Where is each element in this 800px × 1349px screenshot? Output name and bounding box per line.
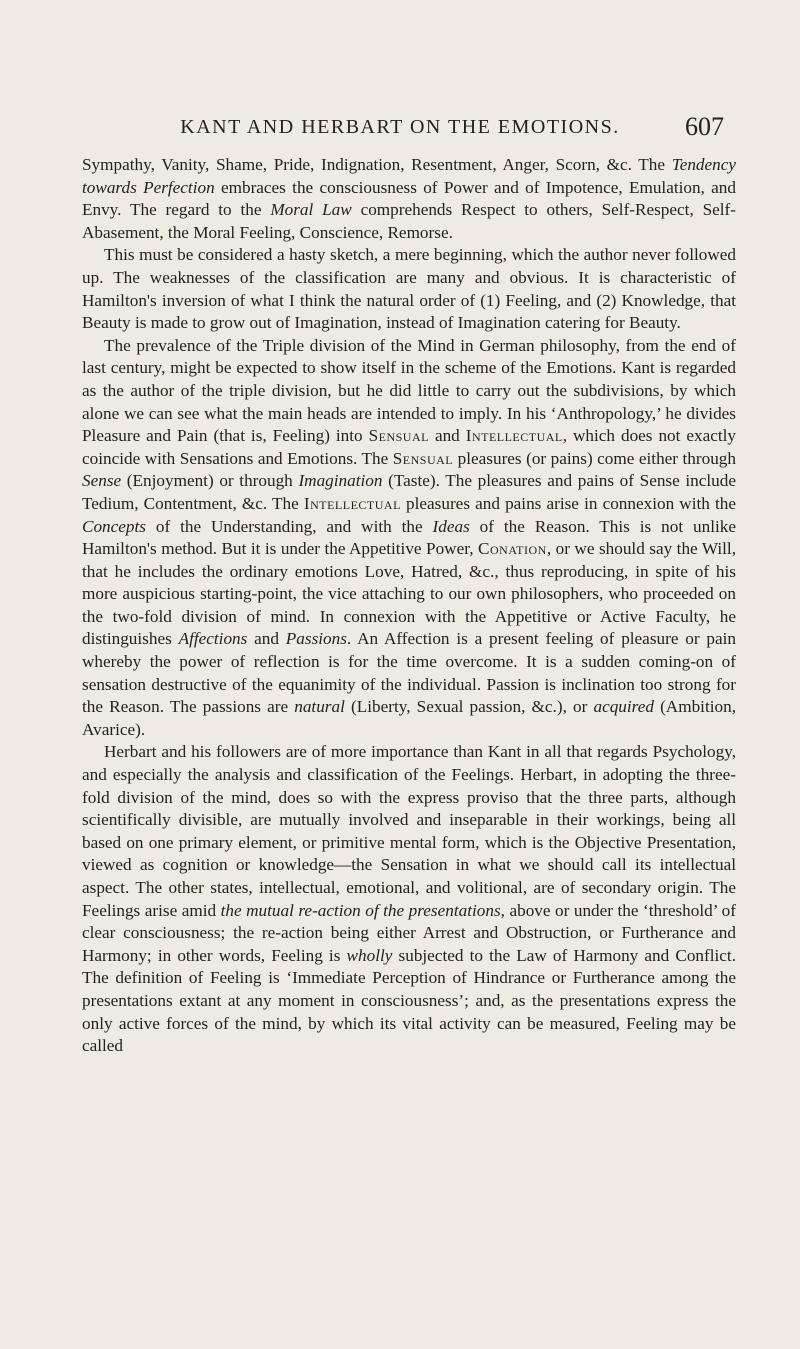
text-run: (Taste). The pleasures and pains of Sense include Tedium, Contentment, &c. The — [82, 471, 737, 513]
italic-text: wholly — [346, 945, 393, 965]
italic-text: Ideas — [432, 516, 470, 536]
text-run: comprehends Respect to others, Self-Respect, Self-Abasement, the Moral Feeling, Conscience, Remorse. — [82, 200, 736, 242]
text-run: and — [428, 426, 466, 446]
paragraph — [82, 154, 736, 244]
italic-text: Moral Law — [270, 200, 352, 220]
italic-text: the mutual re-action of the presentations — [220, 900, 501, 920]
text-run: pleasures (or pains) come either through — [453, 448, 736, 468]
body-text — [82, 154, 736, 1058]
small-caps-text: Intellectual — [303, 493, 401, 513]
italic-text: Tendency towards Perfection — [82, 155, 736, 197]
page-number: 607 — [685, 112, 724, 141]
text-run: and — [247, 629, 286, 649]
italic-text: Sense — [82, 471, 122, 491]
small-caps-text: Sensual — [392, 448, 454, 468]
running-head — [0, 112, 800, 142]
small-caps-text: Sensual — [368, 426, 429, 446]
text-run: subjected to the Law of Harmony and Conflict. The definition of Feeling is ‘Immediate Perception of Hindrance or Furtherance among the presentations extant at any moment in consciousness’; and, as the presentations express the only active forces of the mind, by which its vital activity can be measured, Feeling may be called — [82, 945, 736, 1056]
text-run: (Enjoyment) or through — [121, 471, 299, 491]
text-run: , above or under the ‘threshold’ of clear consciousness; the re-action being either Arrest and Obstruction, or Furtherance and Harmony; in other words, Feeling is — [82, 900, 736, 965]
small-caps-text: Intellectual — [465, 426, 563, 446]
text-run: This must be considered a hasty sketch, a mere beginning, which the author never followed up. The weaknesses of the classification are many and obvious. It is characteristic of Hamilton's inversion of what I think the natural order of (1) Feeling, and (2) Knowledge, that Beauty is made to grow out of Imagination, instead of Imagination catering for Beauty. — [82, 245, 736, 333]
text-run: , or we should say the Will, that he includes the ordinary emotions Love, Hatred, &c., thus reproducing, in spite of his more auspicious starting-point, the vice attaching to our own philosophers, who proceeded on the two-fold division of mind. In connexion with the Appetitive or Active Faculty, he distinguishes — [82, 539, 737, 649]
italic-text: natural — [294, 697, 345, 717]
paragraph — [82, 741, 736, 1057]
italic-text: Passions — [285, 629, 347, 649]
italic-text: Imagination — [298, 471, 383, 491]
paragraph — [82, 244, 736, 334]
text-run: of the Understanding, and with the — [145, 516, 433, 536]
text-run: , which does not exactly coincide with Sensations and Emotions. The — [82, 426, 736, 468]
text-run: (Ambition, Avarice). — [82, 697, 736, 739]
text-run: of the Reason. This is not unlike Hamilton's method. But it is under the Appetitive Power, — [82, 516, 736, 559]
small-caps-text: Conation — [478, 539, 547, 559]
text-run: pleasures and pains arise in connexion with the — [400, 493, 736, 513]
text-run: Herbart and his followers are of more importance than Kant in all that regards Psychology, and especially the analysis and classification of the Feelings. Herbart, in adopting the three-fold division of the mind, does so with the express proviso that the three parts, although scientifically divisible, are mutually involved and inseparable in their workings, being all based on one primary element, or primitive mental form, which is the Objective Presentation, viewed as cognition or knowledge—the Sensation in what we should call its intellectual aspect. The other states, intellectual, emotional, and volitional, are of secondary origin. The Feelings arise amid — [82, 742, 736, 920]
running-title: KANT AND HERBART ON THE EMOTIONS. — [180, 116, 620, 138]
italic-text: Affections — [178, 629, 248, 649]
text-run: Sympathy, Vanity, Shame, Pride, Indignation, Resentment, Anger, Scorn, &c. The — [82, 155, 672, 174]
text-run: The prevalence of the Triple division of the Mind in German philosophy, from the end of last century, might be expected to show itself in the scheme of the Emotions. Kant is regarded as the author of the triple division, but he did little to carry out the subdivisions, by which alone we can see what the main heads are intended to imply. In his ‘Anthropology,’ he divides Pleasure and Pain (that is, Feeling) into — [82, 335, 736, 446]
text-run: embraces the consciousness of Power and of Impotence, Emulation, and Envy. The regard to the — [82, 177, 736, 220]
paragraph — [82, 335, 736, 742]
italic-text: Concepts — [82, 516, 146, 536]
italic-text: acquired — [593, 697, 654, 717]
text-run: . An Affection is a present feeling of pleasure or pain whereby the power of reflection is for the time overcome. It is a sudden coming-on of sensation destructive of the equanimity of the individual. Passion is inclination too strong for the Reason. The passions are — [82, 629, 736, 717]
text-run: (Liberty, Sexual passion, &c.), or — [344, 697, 594, 717]
